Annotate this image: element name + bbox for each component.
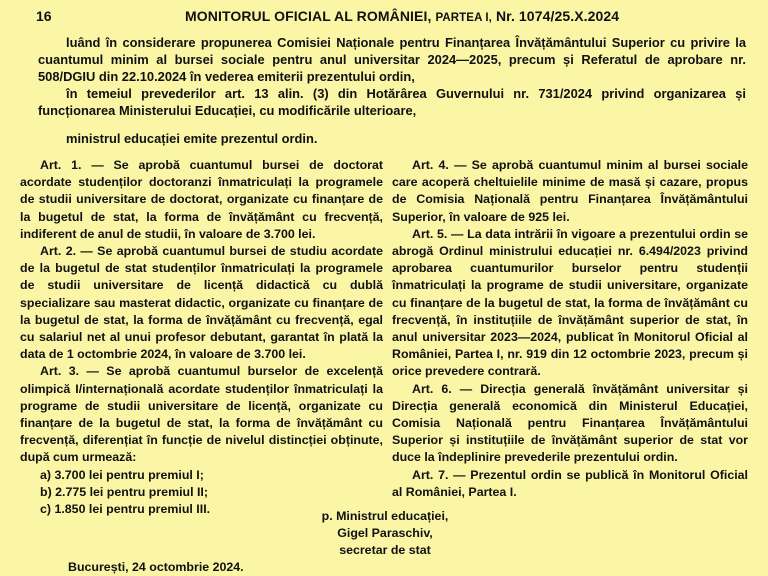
list-item: b) 2.775 lei pentru premiul II; (40, 484, 208, 499)
right-column (392, 157, 748, 501)
header-title: MONITORUL OFICIAL AL ROMÂNIEI, (185, 8, 432, 24)
date-line: București, 24 octombrie 2024. (68, 560, 244, 574)
article-6: Art. 6. — Direcția generală învățământ universitar și Direcția generală economică din Ministerul Educației, Comisia Națională pentru Finanțarea Învățământului Superior și instituțiile de învățământ superior de stat vor duce la îndeplinire prevederile prezentului ordin. (392, 381, 748, 465)
signatory-role: secretar de stat (339, 543, 431, 558)
page-number: 16 (36, 8, 52, 24)
page-header (185, 8, 619, 24)
article-1: Art. 1. — Se aprobă cuantumul bursei de doctorat acordate studenților doctoranzi înmatriculați la programele de studii universitare de doctorat, organizate cu finanțare de la bugetul de stat, la forma de învățământ cu frecvență, indiferent de anul de studii, în valoare de 3.700 lei. (20, 158, 383, 241)
article-2: Art. 2. — Se aprobă cuantumul bursei de studiu acordate de la bugetul de stat studenților înmatriculați la programele de studii universitare de licență didactică cu dublă specializare sau masterat didactic, organizate cu finanțare de la bugetul de stat, la forma de învățământ cu frecvență, egal cu salariul net al unui profesor debutant, garantat în plată la data de 1 octombrie 2024, în valoare de 3.700 lei. (20, 244, 383, 362)
article-3: Art. 3. — Se aprobă cuantumul burselor de excelență olimpică I/internațională acordate studenților înmatriculați la programe de studii universitare de licență, organizate cu finanțare de la bugetul de stat, la forma de învățământ cu frecvență, diferențiat în funcție de nivelul distincției obținute, după cum urmează: (20, 364, 383, 465)
header-issue: Nr. 1074/25.X.2024 (495, 8, 620, 24)
intro-paragraph-2: în temeiul prevederilor art. 13 alin. (3) din Hotărârea Guvernului nr. 731/2024 privind organizarea și funcționarea Ministerului Educației, cu modificările ulterioare, (38, 86, 746, 118)
article-4: Art. 4. — Se aprobă cuantumul minim al bursei sociale care acoperă cheltuielile minime de masă și cazare, propus de Comisia Națională pentru Finanțarea Învățământului Superior, în valoare de 925 lei. (392, 158, 748, 224)
signature-line: p. Ministrul educației, (321, 509, 449, 523)
signature-block (230, 508, 540, 560)
intro-paragraph-1: luând în considerare propunerea Comisiei Naționale pentru Finanțarea Învățământului Superior cu privire la cuantumul minim al bursei sociale pentru anul universitar 2024—2025, precum și Referatul de aprobare nr. 508/DGIU din 22.10.2024 în vederea emiterii prezentului ordin, (38, 35, 746, 84)
intro-paragraph-3 (38, 130, 746, 147)
article-5: Art. 5. — La data intrării în vigoare a prezentului ordin se abrogă Ordinul ministrului educației nr. 6.494/2023 privind aprobarea cuantumurilor burselor pentru studenții înmatriculați la programe de studii universitare, organizate cu finanțare de la bugetul de stat, la forma de învățământ cu frecvență, în instituțiile de învățământ superior de stat, în anul universitar 2023—2024, publicat în Monitorul Oficial al României, Partea I, nr. 919 din 12 octombrie 2023, precum și orice prevedere contrară. (392, 226, 748, 379)
list-item: a) 3.700 lei pentru premiul I; (40, 467, 204, 482)
issuer-rest: emite prezentul ordin. (179, 131, 318, 146)
article-7: Art. 7. — Prezentul ordin se publică în Monitorul Oficial al României, Partea I. (392, 467, 748, 499)
intro-section (38, 34, 746, 147)
list-item: c) 1.850 lei pentru premiul III. (40, 502, 211, 517)
header-part: PARTEA I, (435, 12, 492, 24)
left-column (20, 157, 383, 518)
signatory-name: Gigel Paraschiv, (337, 526, 433, 541)
issuer: ministrul educației (66, 131, 180, 146)
